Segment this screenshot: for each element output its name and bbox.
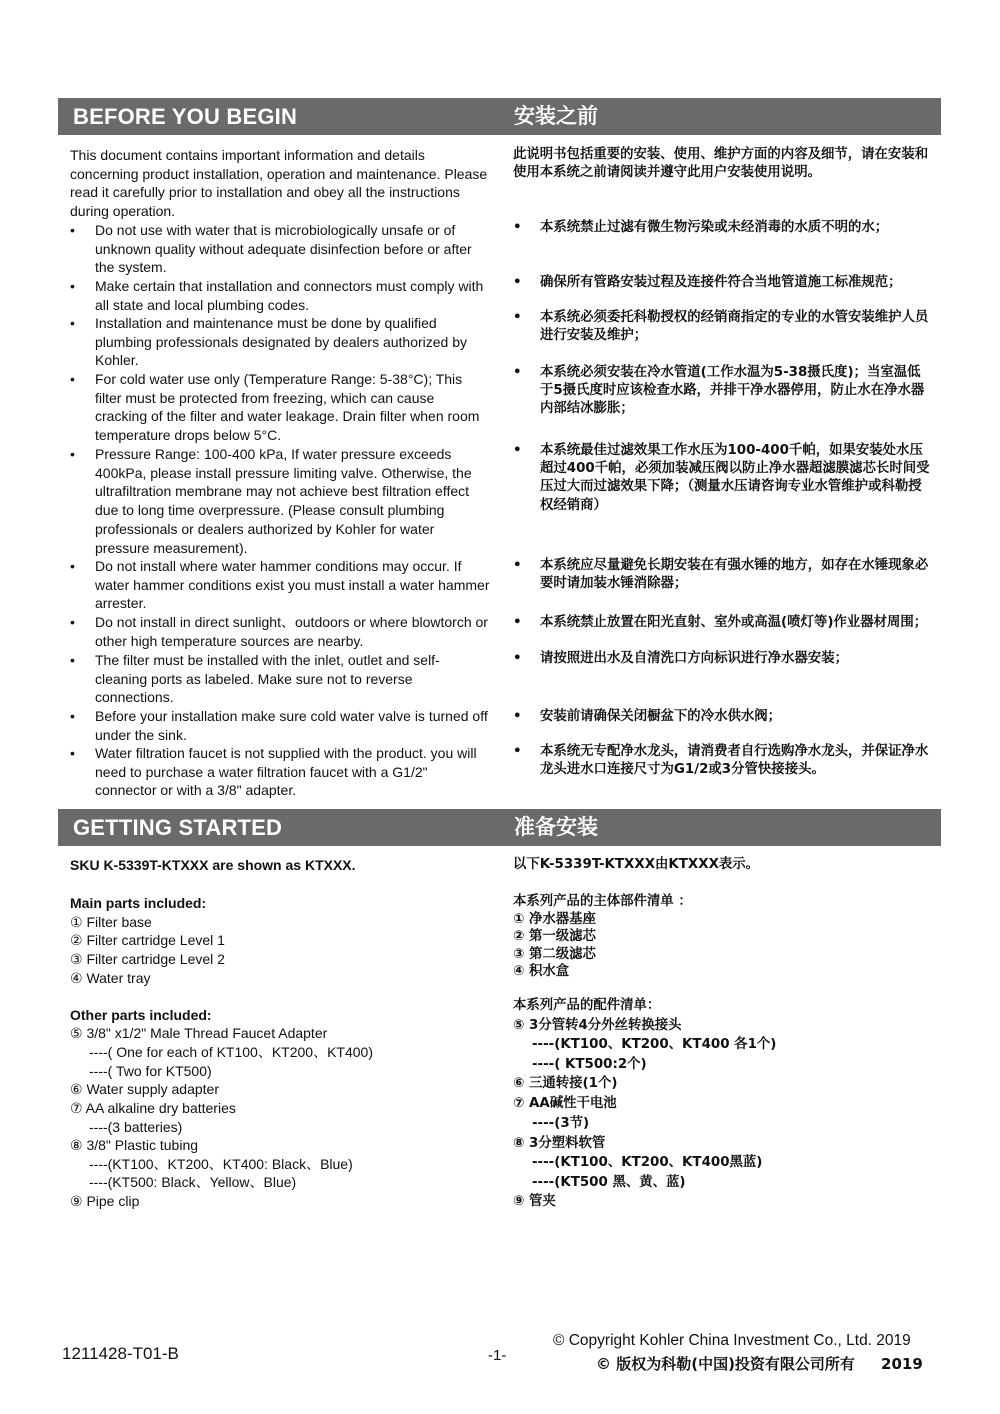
other-part-en: ⑨ Pipe clip: [70, 1193, 140, 1209]
main-part-zh: ② 第一级滤芯: [513, 929, 596, 944]
bullet-en-8: • The filter must be installed with the inlet, outlet and self-cleaning ports as labeled. Make sure not to reverse connections.: [70, 652, 440, 706]
bullet-zh-10: • 本系统无专配净水龙头，请消费者自行选购净水龙头，并保证净水龙头进水口连接尺寸为G1/2或3分管快接接头。: [513, 744, 929, 778]
main-part-zh: ③ 第二级滤芯: [513, 947, 596, 962]
main-parts-heading-en: Main parts included:: [70, 895, 207, 911]
bullet-zh-4: • 本系统必须安装在冷水管道(工作水温为5-38摄氏度)；当室温低于5摄氏度时应该检查水路，并排干净水器停用，防止水在净水器内部结冰膨胀；: [513, 365, 925, 417]
copyright-zh: © 版权为科勒(中国)投资有限公司所有 2019: [596, 1355, 923, 1373]
page-number: -1-: [488, 1347, 507, 1364]
other-part-zh: ----(KT100、KT200、KT400黑蓝): [532, 1155, 763, 1170]
section-title-zh: 准备安装: [514, 815, 598, 839]
bullet-zh-7: • 本系统禁止放置在阳光直射、室外或高温(喷灯等)作业器材周围；: [513, 615, 928, 630]
other-part-zh: ----(KT500 黑、黄、蓝): [532, 1175, 686, 1190]
section-header-before-you-begin: [58, 98, 941, 135]
other-part-en: ----(KT500: Black、Yellow、Blue): [89, 1174, 297, 1190]
other-part-en: ----( One for each of KT100、KT200、KT400): [89, 1044, 373, 1060]
bullet-en-9: • Before your installation make sure cold water valve is turned off under the sink.: [70, 708, 488, 743]
bullet-en-4: • For cold water use only (Temperature Range: 5-38°C); This filter must be protected from freezing, which can cause cracking of the filter and water leakage. Drain filter when room temperature drops below 5°C.: [70, 371, 480, 444]
other-parts-heading-en: Other parts included:: [70, 1007, 212, 1023]
section-title-en: GETTING STARTED: [73, 815, 283, 840]
bullet-zh-8: • 请按照进出水及自清洗口方向标识进行净水器安装；: [513, 651, 848, 666]
main-part-en: ④ Water tray: [70, 970, 151, 986]
bullet-en-3: • Installation and maintenance must be done by qualified plumbing professionals designated by dealers authorized by Kohler.: [70, 315, 468, 369]
other-part-zh: ⑤ 3分管转4分外丝转换接头: [513, 1018, 682, 1033]
section-header-getting-started: [58, 809, 941, 846]
other-part-zh: ⑦ AA碱性干电池: [513, 1096, 617, 1111]
intro-paragraph-zh: 此说明书包括重要的安装、使用、维护方面的内容及细节，请在安装和使用本系统之前请阅读并遵守此用户安装使用说明。: [513, 147, 929, 181]
other-part-en: ----( Two for KT500): [89, 1063, 212, 1079]
other-part-en: ⑥ Water supply adapter: [70, 1081, 219, 1097]
main-part-zh: ① 净水器基座: [513, 912, 596, 927]
bullet-zh-6: • 本系统应尽量避免长期安装在有强水锤的地方，如存在水锤现象必要时请加装水锤消除器；: [513, 558, 929, 592]
other-parts-heading-zh: 本系列产品的配件清单：: [513, 998, 661, 1013]
other-part-zh: ----(KT100、KT200、KT400 各1个): [532, 1037, 777, 1052]
sku-note-zh: 以下K-5339T-KTXXX由KTXXX表示。: [513, 857, 760, 872]
bullet-en-7: • Do not install in direct sunlight、outdoors or where blowtorch or other high temperature sources are nearby.: [70, 614, 488, 649]
bullet-en-2: • Make certain that installation and connectors must comply with all state and local plumbing codes.: [70, 278, 484, 313]
other-part-zh: ----(3节): [532, 1116, 590, 1131]
other-part-zh: ⑨ 管夹: [513, 1194, 556, 1209]
section-title-en: BEFORE YOU BEGIN: [73, 104, 298, 129]
bullet-en-6: • Do not install where water hammer conditions may occur. If water hammer conditions exist you must install a water hammer arrester.: [70, 558, 490, 612]
other-part-en: ----(KT100、KT200、KT400: Black、Blue): [89, 1156, 353, 1172]
bullet-zh-2: • 确保所有管路安装过程及连接件符合当地管道施工标准规范；: [513, 275, 902, 290]
bullet-en-10: • Water filtration faucet is not supplied with the product. you will need to purchase a water filtration faucet with a G1/2" connector or with a 3/8" adapter.: [70, 745, 477, 799]
other-part-zh: ⑥ 三通转接(1个): [513, 1076, 618, 1091]
other-part-en: ⑦ AA alkaline dry batteries: [70, 1100, 236, 1116]
other-part-en: ⑧ 3/8" Plastic tubing: [70, 1137, 199, 1153]
copyright-en: © Copyright Kohler China Investment Co., Ltd. 2019: [553, 1332, 911, 1349]
section-title-zh: 安装之前: [514, 104, 598, 128]
bullet-en-5: • Pressure Range: 100-400 kPa, If water pressure exceeds 400kPa, please install pressure limiting valve. Otherwise, the ultrafiltration membrane may not achieve best filtration effect due to long time overpressure. (Please consult plumbing professionals or dealers authorized by Kohler for water pressure measurement).: [70, 446, 472, 556]
main-part-en: ③ Filter cartridge Level 2: [70, 951, 225, 967]
main-part-zh: ④ 积水盒: [513, 964, 570, 979]
bullet-zh-3: • 本系统必须委托科勒授权的经销商指定的专业的水管安装维护人员进行安装及维护；: [513, 310, 929, 344]
other-part-zh: ⑧ 3分塑料软管: [513, 1136, 606, 1151]
other-part-en: ----(3 batteries): [89, 1119, 183, 1135]
intro-paragraph-en: This document contains important information and details concerning product installation, operation and maintenance. Please read it carefully prior to installation and obey all the instructions during operation.: [70, 147, 488, 220]
main-part-en: ① Filter base: [70, 914, 152, 930]
bullet-zh-9: • 安装前请确保关闭橱盆下的冷水供水阀；: [513, 709, 782, 724]
main-parts-heading-zh: 本系列产品的主体部件清单 ：: [513, 894, 692, 909]
sku-note-en: SKU K-5339T-KTXXX are shown as KTXXX.: [70, 857, 356, 873]
main-part-en: ② Filter cartridge Level 1: [70, 932, 225, 948]
document-number: 1211428-T01-B: [62, 1344, 179, 1363]
bullet-zh-5: • 本系统最佳过滤效果工作水压为100-400千帕，如果安装处水压超过400千帕，必须加装减压阀以防止净水器超滤膜滤芯长时间受压过大而过滤效果下降；（测量水压请咨询专业水管维护或科勒授权经销商）: [513, 443, 930, 513]
other-part-en: ⑤ 3/8" x1/2" Male Thread Faucet Adapter: [70, 1025, 328, 1041]
other-part-zh: ----( KT500:2个): [532, 1057, 647, 1072]
bullet-en-1: • Do not use with water that is microbiologically unsafe or of unknown quality without adequate disinfection before or after the system.: [70, 222, 472, 276]
bullet-zh-1: • 本系统禁止过滤有微生物污染或未经消毒的水质不明的水；: [513, 220, 889, 235]
